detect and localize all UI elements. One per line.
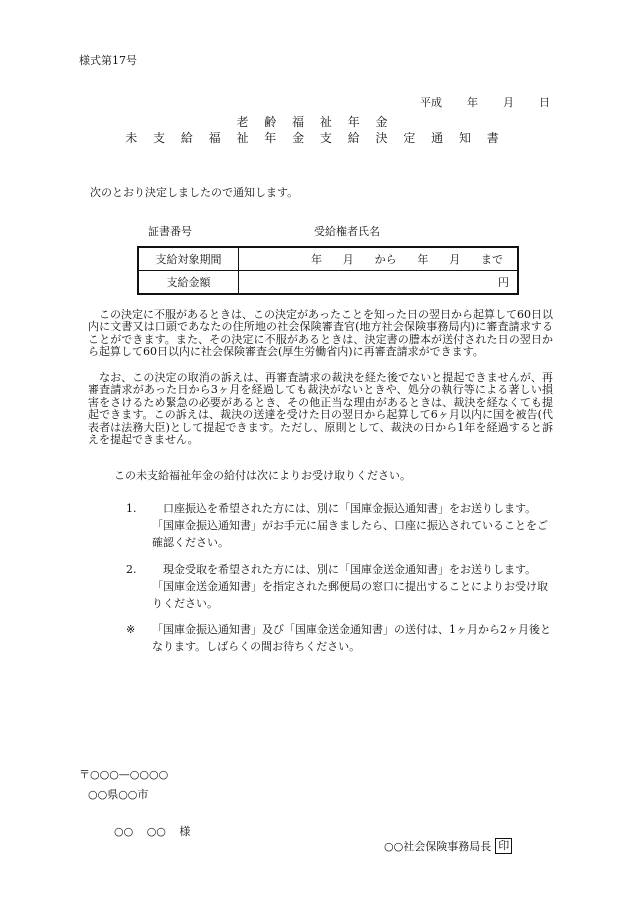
period-until: まで [480, 253, 503, 266]
amount-label: 支給金額 [138, 271, 239, 295]
period-from-month: 月 [342, 253, 354, 266]
period-row [138, 247, 518, 271]
list-item-number: 2. [126, 563, 137, 576]
issuer-name: ○○社会保険事務局長 [384, 840, 492, 853]
period-to-year: 年 [417, 253, 429, 266]
list-item-text: 現金受取を希望された方には、別に「国庫金送金通知書」をお送りします。「国庫金送金通知書」を指定された郵便局の窓口に提出することによりお受け取りください。 [152, 563, 548, 610]
period-from: から [374, 253, 397, 266]
notice-text: 次のとおり決定しましたので通知します。 [90, 186, 299, 199]
amount-value: 円 [239, 271, 519, 295]
recipient-name: ○○ ○○ 様 [114, 825, 191, 838]
date-month: 月 [503, 96, 514, 109]
period-from-year: 年 [311, 253, 322, 266]
list-item-text: 口座振込を希望された方には、別に「国庫金振込通知書」をお送りします。「国庫金振込通知書」がお手元に届きましたら、口座に振込されていることをご確認ください。 [152, 502, 548, 549]
postal-code: 〒○○○—○○○○ [79, 768, 169, 781]
date-day: 日 [539, 96, 550, 109]
document-title-line1: 老 齢 福 祉 年 金 [236, 115, 394, 129]
date-line [420, 94, 550, 110]
certificate-number-label: 証書番号 [148, 225, 192, 238]
date-year: 年 [467, 96, 478, 109]
appeal-paragraph: この決定に不服があるときは、この決定があったことを知った日の翌日から起算して60日以内に文書又は口頭であなたの住所地の社会保険審査官(地方社会保険事務局内)に審査請求することができます。また、その決定に不服があるときは、決定書の謄本が送付された日の翌日から起算して60日以内に社会保険審査会(厚生労働省内)に再審査請求ができます。 [88, 308, 553, 359]
seal-stamp: 印 [495, 838, 512, 854]
issuer [384, 838, 512, 854]
payment-info-table [137, 246, 519, 295]
document-title-line2: 未 支 給 福 祉 年 金 支 給 決 定 通 知 書 [125, 131, 505, 145]
list-item-text: 「国庫金振込通知書」及び「国庫金送金通知書」の送付は、1ヶ月から2ヶ月後となります。しばらくの間お待ちください。 [152, 623, 551, 653]
recipient-name-label: 受給権者氏名 [314, 225, 380, 238]
form-number: 様式第17号 [79, 54, 137, 67]
period-to-month: 月 [449, 253, 461, 266]
recipient-address: ○○県○○市 [88, 788, 149, 801]
period-value [239, 247, 519, 271]
note-mark: ※ [126, 623, 136, 636]
lawsuit-paragraph: なお、この決定の取消の訴えは、再審査請求の裁決を経た後でないと提起できませんが、再審査請求があった日から3ヶ月を経過しても裁決がないときや、処分の執行等による著しい損害をさけるため緊急の必要があるとき、その他正当な理由があるときは、裁決を経なくても提起できます。この訴えは、裁決の送達を受けた日の翌日から起算して6ヶ月以内に国を被告(代表者は法務大臣)として提起できます。ただし、原則として、裁決の日から1年を経過すると訴えを提起できません。 [88, 371, 553, 447]
list-item-number: 1. [126, 502, 137, 515]
amount-row [138, 271, 518, 295]
period-label: 支給対象期間 [138, 247, 239, 271]
receive-instructions: この未支給福祉年金の給付は次によりお受け取りください。 [114, 469, 411, 482]
date-era: 平成 [420, 96, 442, 109]
